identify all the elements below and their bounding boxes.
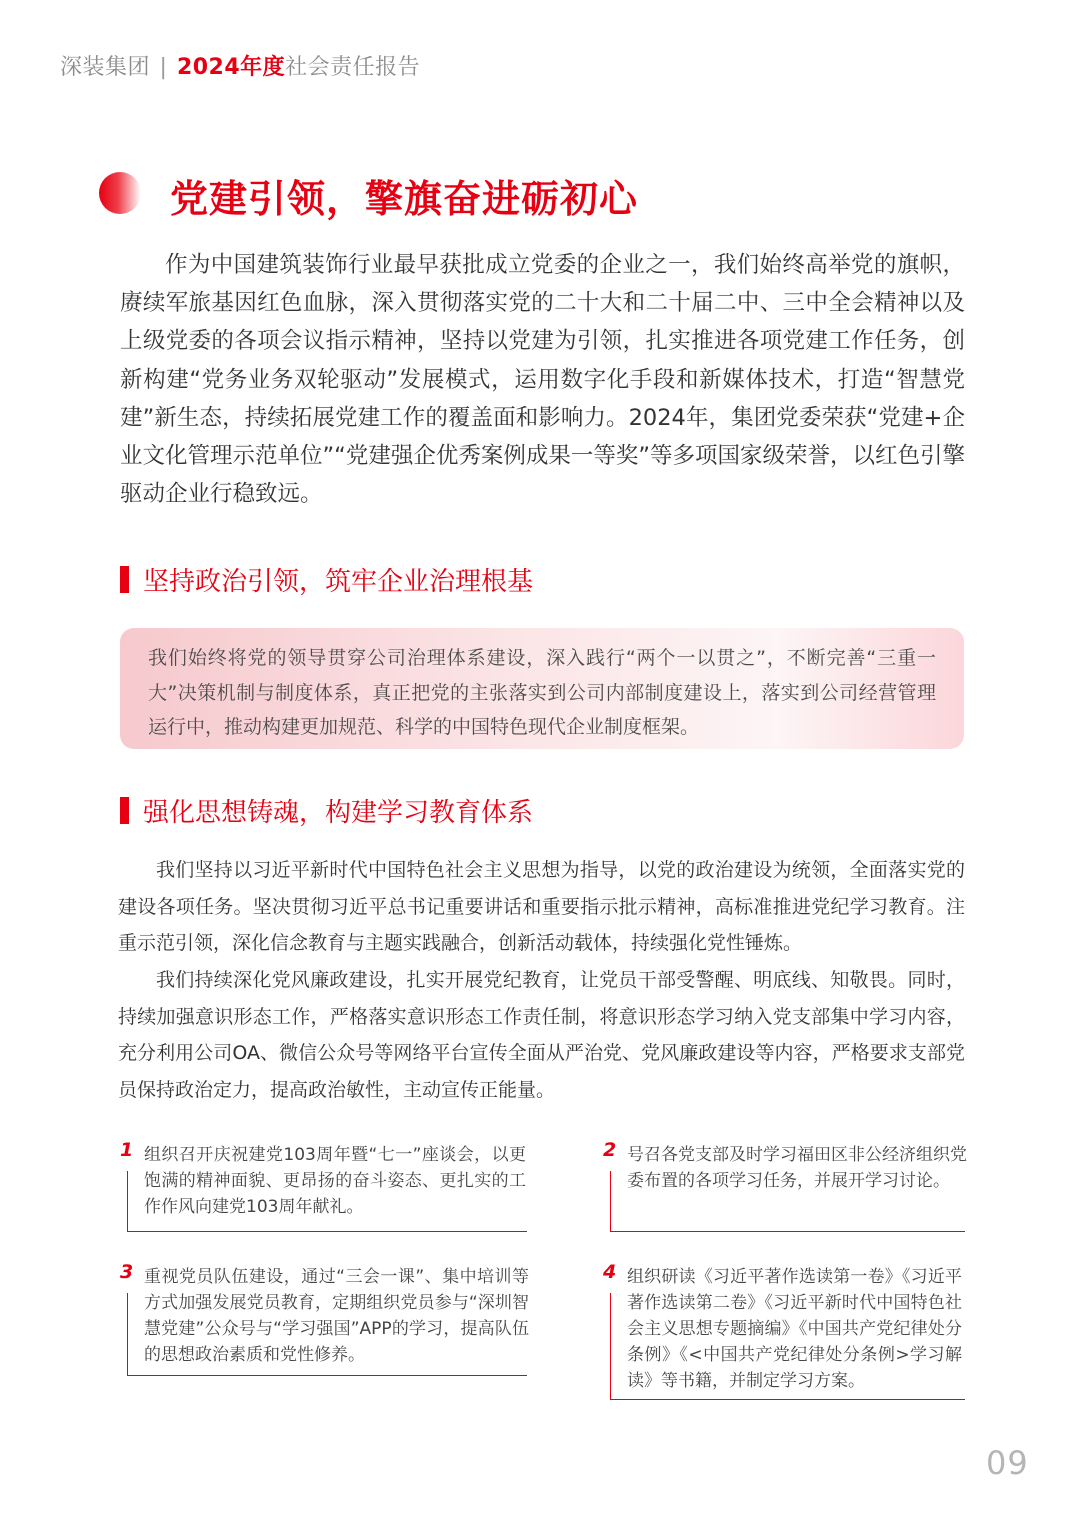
- item-underline: [610, 1399, 965, 1400]
- body-paragraph: 我们坚持以习近平新时代中国特色社会主义思想为指导，以党的政治建设为统领，全面落实党的建设各项任务。坚决贯彻习近平总书记重要讲话和重要指示批示精神，高标准推进党纪学习教育。注重示范引领，深化信念教育与主题实践融合，创新活动载体，持续强化党性锤炼。: [118, 859, 965, 954]
- item-text: 组织研读《习近平著作选读第一卷》《习近平著作选读第二卷》《习近平新时代中国特色社会主义思想专题摘编》《中国共产党纪律处分条例》《<中国共产党纪律处分条例>学习解读》等书籍，并制定学习方案。: [627, 1267, 962, 1391]
- item-number: 4: [603, 1261, 617, 1283]
- item-bracket-line: [127, 1171, 128, 1231]
- header-separator: |: [159, 55, 168, 80]
- item-underline: [610, 1231, 965, 1232]
- header-company: 深装集团: [60, 55, 151, 80]
- section-marker-bar: [120, 797, 129, 824]
- item-bracket-line: [610, 1293, 611, 1399]
- item-number: 1: [120, 1139, 134, 1161]
- item-text: 组织召开庆祝建党103周年暨“七一”座谈会，以更饱满的精神面貌、更昂扬的奋斗姿态、更扎实的工作作风向建党103周年献礼。: [144, 1145, 526, 1217]
- page-title: 党建引领，擎旗奋进砺初心: [170, 177, 639, 221]
- item-text: 号召各党支部及时学习福田区非公经济组织党委布置的各项学习任务，并展开学习讨论。: [627, 1145, 967, 1191]
- item-number: 2: [603, 1139, 617, 1161]
- intro-paragraph: 作为中国建筑装饰行业最早获批成立党委的企业之一，我们始终高举党的旗帜，赓续军旅基因红色血脉，深入贯彻落实党的二十大和二十届二中、三中全会精神以及上级党委的各项会议指示精神，坚持以党建为引领，扎实推进各项党建工作任务，创新构建“党务业务双轮驱动”发展模式，运用数字化手段和新媒体技术，打造“智慧党建”新生态，持续拓展党建工作的覆盖面和影响力。2024年，集团党委荣获“党建+企业文化管理示范单位”“党建强企优秀案例成果一等奖”等多项国家级荣誉，以红色引擎驱动企业行稳致远。: [120, 252, 965, 508]
- title-disc-icon: [99, 172, 141, 214]
- header-report-name: 社会责任报告: [285, 55, 421, 80]
- highlight-text: 我们始终将党的领导贯穿公司治理体系建设，深入践行“两个一以贯之”，不断完善“三重一大”决策机制与制度体系，真正把党的主张落实到公司内部制度建设上，落实到公司经营管理运行中，推动构建更加规范、科学的中国特色现代企业制度框架。: [148, 647, 936, 738]
- highlight-box: [120, 628, 964, 749]
- section-marker-bar: [120, 566, 129, 593]
- item-number: 3: [120, 1261, 134, 1283]
- page-number: 09: [986, 1444, 1029, 1482]
- item-text: 重视党员队伍建设，通过“三会一课”、集中培训等方式加强发展党员教育，定期组织党员参与“深圳智慧党建”公众号与“学习强国”APP的学习，提高队伍的思想政治素质和党性修养。: [144, 1267, 529, 1365]
- item-bracket-line: [127, 1293, 128, 1375]
- section2-heading: 强化思想铸魂，构建学习教育体系: [143, 798, 534, 828]
- item-underline: [127, 1375, 527, 1376]
- report-header: [60, 50, 420, 81]
- item-bracket-line: [610, 1171, 611, 1231]
- header-year: 2024年度: [176, 55, 286, 80]
- section1-heading: 坚持政治引领，筑牢企业治理根基: [143, 567, 534, 597]
- item-underline: [127, 1231, 527, 1232]
- body-paragraph: 我们持续深化党风廉政建设，扎实开展党纪教育，让党员干部受警醒、明底线、知敬畏。同时，持续加强意识形态工作，严格落实意识形态工作责任制，将意识形态学习纳入党支部集中学习内容，充分利用公司OA、微信公众号等网络平台宣传全面从严治党、党风廉政建设等内容，严格要求支部党员保持政治定力，提高政治敏性，主动宣传正能量。: [118, 969, 965, 1101]
